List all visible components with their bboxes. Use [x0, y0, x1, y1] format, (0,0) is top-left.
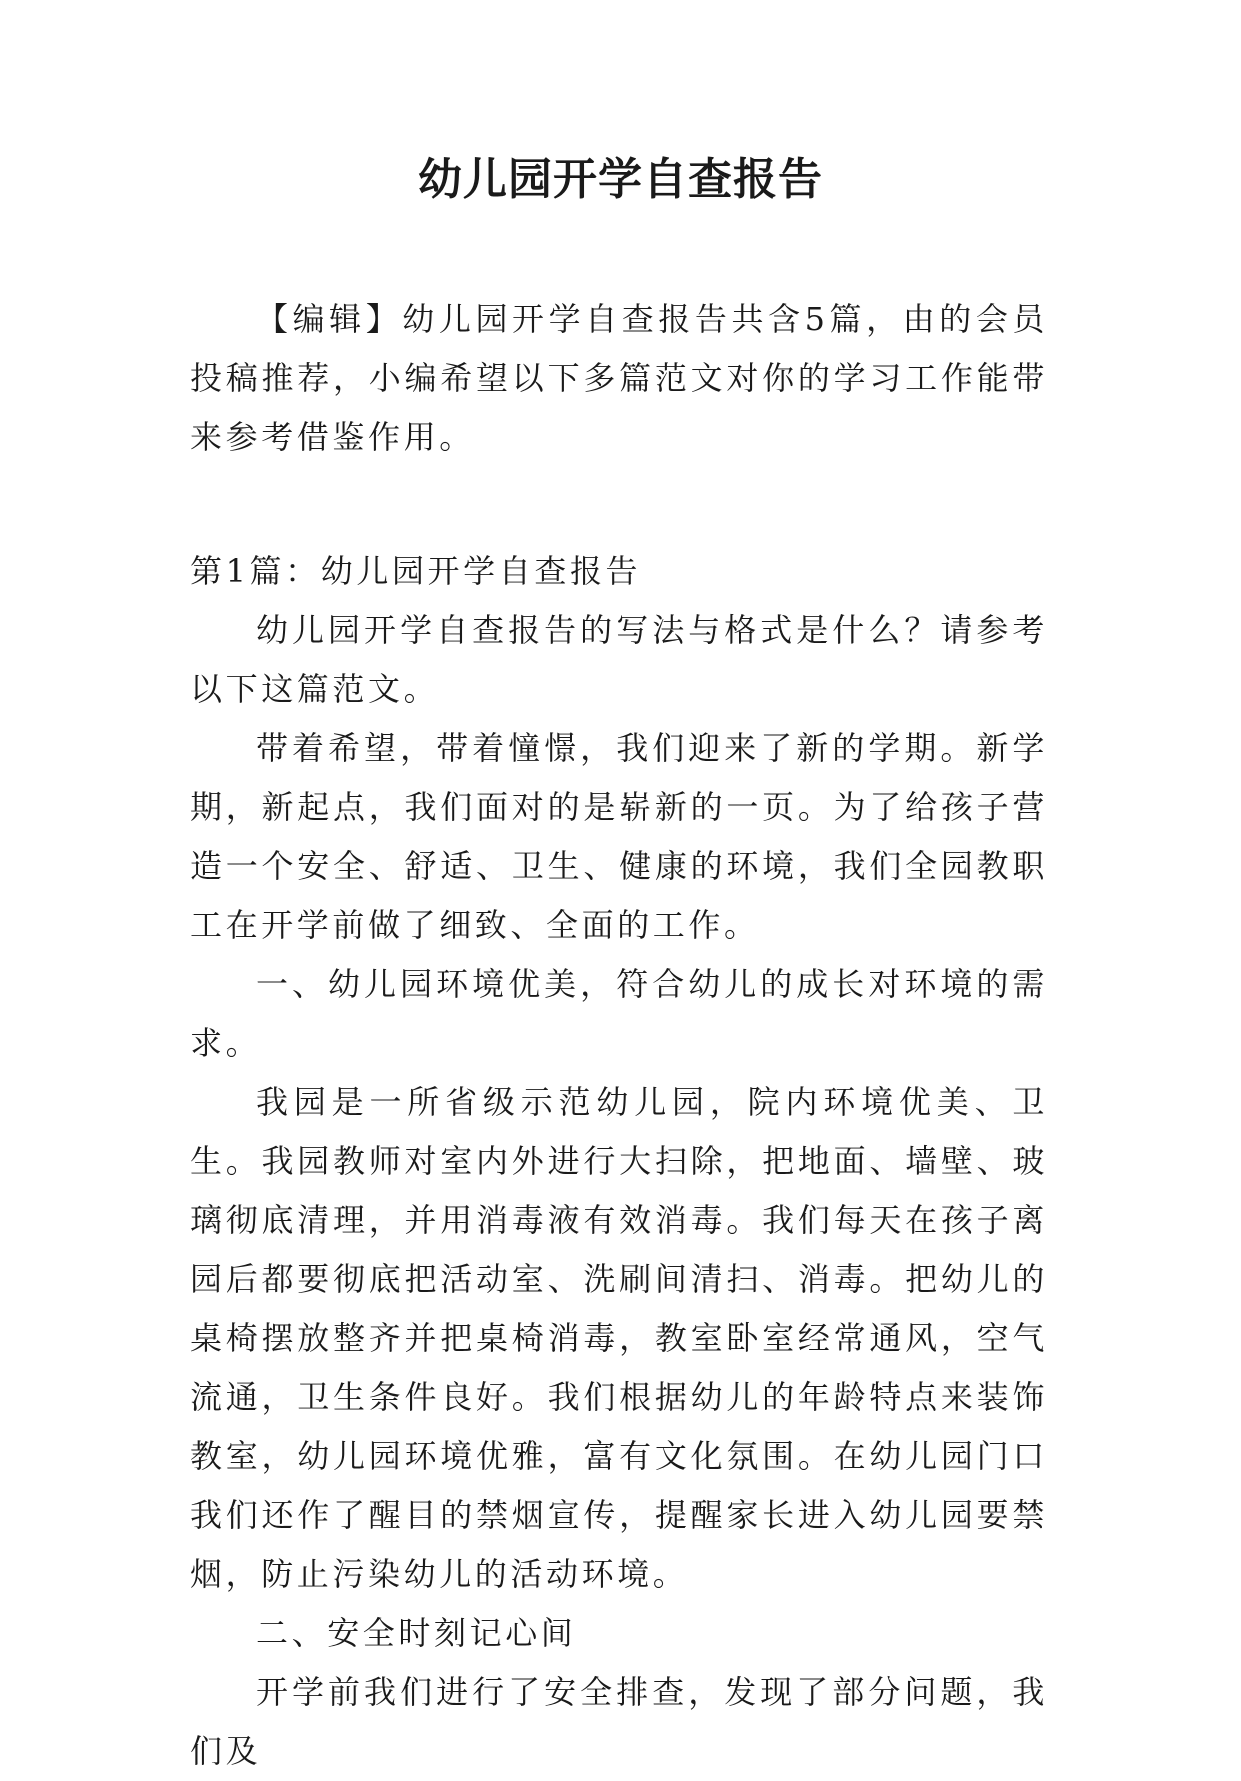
subheading-paragraph: 二、安全时刻记心间 — [256, 1614, 577, 1652]
body-paragraph: 我园是一所省级示范幼儿园，院内环境优美、卫生。我园教师对室内外进行大扫除，把地面、墙壁、玻璃彻底清理，并用消毒液有效消毒。我们每天在孩子离园后都要彻底把活动室、洗刷间清扫、消毒。把幼儿的桌椅摆放整齐并把桌椅消毒，教室卧室经常通风，空气流通，卫生条件良好。我们根据幼儿的年龄特点来装饰教室，幼儿园环境优雅，富有文化氛围。在幼儿园门口我们还作了醒目的禁烟宣传，提醒家长进入幼儿园要禁烟，防止污染幼儿的活动环境。 — [190, 1083, 1048, 1593]
body-paragraph: 带着希望，带着憧憬，我们迎来了新的学期。新学期，新起点，我们面对的是崭新的一页。为了给孩子营造一个安全、舒适、卫生、健康的环境，我们全园教职工在开学前做了细致、全面的工作。 — [190, 729, 1048, 944]
blank-line — [190, 467, 1048, 526]
subheading-paragraph: 一、幼儿园环境优美，符合幼儿的成长对环境的需求。 — [190, 965, 1048, 1062]
document-title: 幼儿园开学自查报告 — [418, 154, 823, 205]
body-paragraph: 幼儿园开学自查报告的写法与格式是什么？请参考以下这篇范文。 — [190, 611, 1048, 708]
section-heading: 第1篇：幼儿园开学自查报告 — [190, 552, 642, 590]
document-body — [190, 290, 1048, 1781]
intro-paragraph: 【编辑】幼儿园开学自查报告共含5篇，由的会员投稿推荐，小编希望以下多篇范文对你的学习工作能带来参考借鉴作用。 — [190, 300, 1048, 456]
body-paragraph: 开学前我们进行了安全排查，发现了部分问题，我们及 — [190, 1673, 1048, 1770]
